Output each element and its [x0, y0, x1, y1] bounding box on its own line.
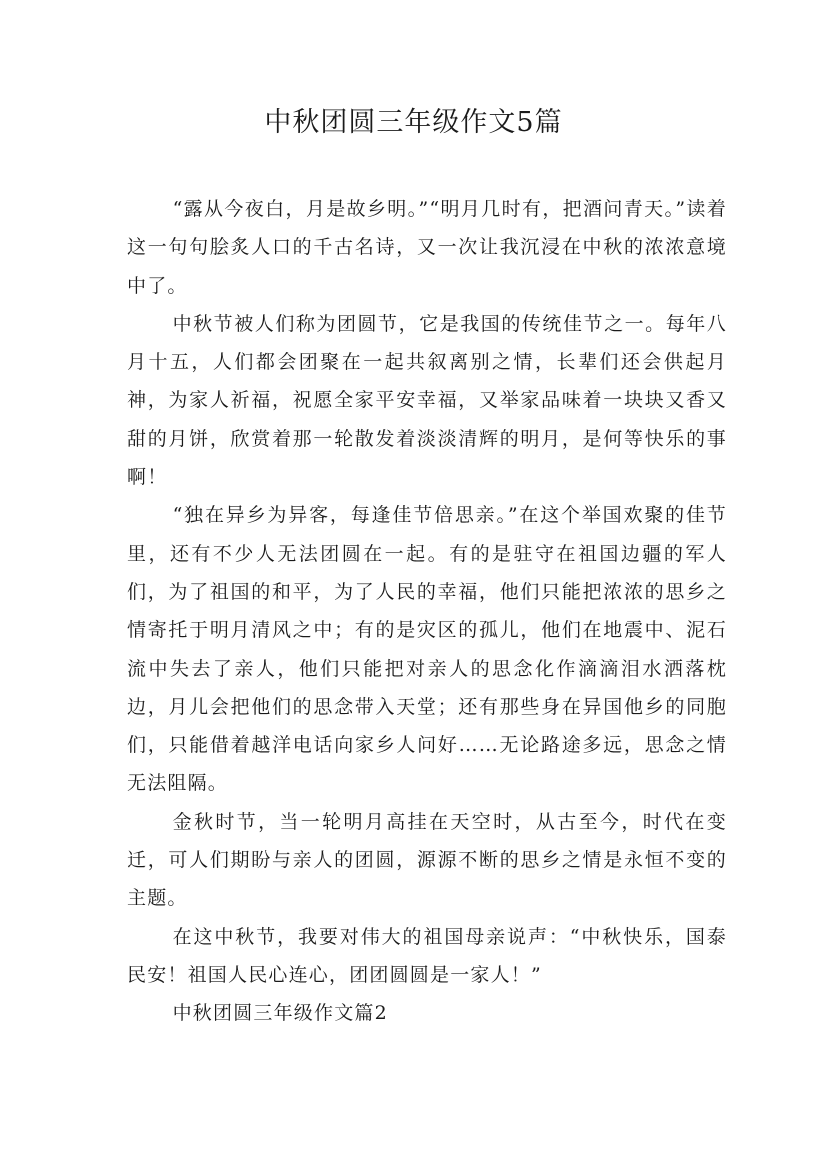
paragraph: “独在异乡为异客，每逢佳节倍思亲。”在这个举国欢聚的佳节里，还有不少人无法团圆在一起。有的是驻守在祖国边疆的军人们，为了祖国的和平，为了人民的幸福，他们只能把浓浓的思乡之情寄托于明月清风之中；有的是灾区的孤儿，他们在地震中、泥石流中失去了亲人，他们只能把对亲人的思念化作滴滴泪水洒落枕边，月儿会把他们的思念带入天堂；还有那些身在异国他乡的同胞们，只能借着越洋电话向家乡人问好……无论路途多远，思念之情无法阻隔。 — [127, 504, 727, 795]
section-heading: 中秋团圆三年级作文篇2 — [172, 1002, 388, 1025]
paragraph: 中秋节被人们称为团圆节，它是我国的传统佳节之一。每年八月十五，人们都会团聚在一起共叙离别之情，长辈们还会供起月神，为家人祈福，祝愿全家平安幸福，又举家品味着一块块又香又甜的月饼，欣赏着那一轮散发着淡淡清辉的明月，是何等快乐的事啊！ — [127, 312, 727, 489]
document-title: 中秋团圆三年级作文5篇 — [264, 107, 563, 138]
document-body — [127, 190, 727, 1033]
paragraph: “露从今夜白，月是故乡明。”“明月几时有，把酒问青天。”读着这一句句脍炙人口的千古名诗，又一次让我沉浸在中秋的浓浓意境中了。 — [127, 198, 727, 297]
paragraph: 在这中秋节，我要对伟大的祖国母亲说声：“中秋快乐，国泰民安！祖国人民心连心，团团圆圆是一家人！” — [127, 925, 727, 986]
paragraph: 金秋时节，当一轮明月高挂在天空时，从古至今，时代在变迁，可人们期盼与亲人的团圆，源源不断的思乡之情是永恒不变的主题。 — [127, 810, 727, 910]
